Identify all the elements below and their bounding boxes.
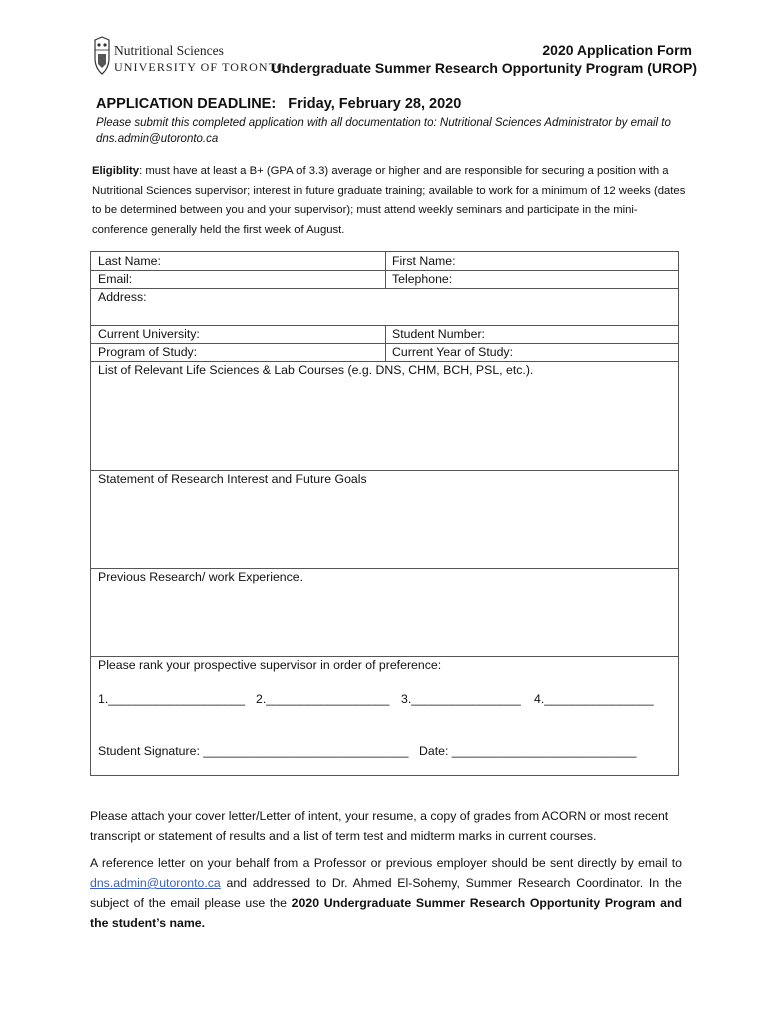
eligibility-label: Eligiblity bbox=[92, 165, 140, 177]
supervisor-rank-4[interactable]: 4.________________ bbox=[534, 692, 654, 706]
supervisor-rank-3[interactable]: 3.________________ bbox=[401, 692, 521, 706]
row-divider bbox=[91, 470, 678, 471]
current-university-field[interactable]: Current University: bbox=[98, 327, 200, 341]
eligibility-text: : must have at least a B+ (GPA of 3.3) average or higher and are responsible for securing a position with a Nutritional Sciences supervisor; interest in future graduate training; available to work for a minimum of 12 weeks (dates to be determined between you and your supervisor); must attend weekly seminars and participate in the mini-conference generally held the first week of August. bbox=[92, 165, 686, 236]
logo-university: UNIVERSITY OF TORONTO bbox=[114, 60, 287, 74]
logo-department: Nutritional Sciences bbox=[114, 43, 224, 58]
column-divider bbox=[385, 325, 386, 361]
address-field[interactable]: Address: bbox=[98, 290, 147, 304]
deadline-date: Friday, February 28, 2020 bbox=[288, 96, 462, 112]
eligibility-paragraph bbox=[92, 162, 692, 240]
date-field[interactable]: Date: ___________________________ bbox=[419, 744, 637, 758]
supervisor-rank-prompt: Please rank your prospective supervisor in order of preference: bbox=[98, 658, 442, 672]
email-field[interactable]: Email: bbox=[98, 272, 133, 286]
column-divider bbox=[385, 252, 386, 288]
reference-text-after: and addressed to Dr. Ahmed El-Sohemy, Summer Research Coordinator. In the subject of the email please use the bbox=[90, 876, 682, 910]
supervisor-rank-2[interactable]: 2.__________________ bbox=[256, 692, 390, 706]
crest-icon bbox=[92, 36, 112, 76]
deadline-label: APPLICATION DEADLINE: bbox=[96, 96, 277, 112]
row-divider bbox=[91, 656, 678, 657]
student-number-field[interactable]: Student Number: bbox=[392, 327, 485, 341]
relevant-courses-field[interactable]: List of Relevant Life Sciences & Lab Courses (e.g. DNS, CHM, BCH, PSL, etc.). bbox=[98, 363, 534, 377]
program-title: Undergraduate Summer Research Opportunity Program (UROP) bbox=[271, 60, 697, 76]
row-divider bbox=[91, 568, 678, 569]
form-title: 2020 Application Form bbox=[542, 42, 692, 58]
admin-email-link[interactable]: dns.admin@utoronto.ca bbox=[90, 876, 221, 890]
current-year-field[interactable]: Current Year of Study: bbox=[392, 345, 513, 359]
reference-letter-instructions bbox=[90, 853, 682, 933]
previous-experience-field[interactable]: Previous Research/ work Experience. bbox=[98, 570, 304, 584]
last-name-field[interactable]: Last Name: bbox=[98, 254, 161, 268]
application-deadline bbox=[96, 96, 461, 112]
email-subject-instruction: 2020 Undergraduate Summer Research Opportunity Program and the student’s name. bbox=[90, 896, 682, 930]
reference-text-before: A reference letter on your behalf from a Professor or previous employer should be sent directly by email to bbox=[90, 856, 682, 870]
attachments-instructions: Please attach your cover letter/Letter of intent, your resume, a copy of grades from ACORN or most recent transcript or statement of results and a list of term test and midterm marks in current courses. bbox=[90, 809, 669, 843]
row-divider bbox=[91, 288, 678, 289]
first-name-field[interactable]: First Name: bbox=[392, 254, 456, 268]
row-divider bbox=[91, 361, 678, 362]
program-of-study-field[interactable]: Program of Study: bbox=[98, 345, 198, 359]
supervisor-rank-1[interactable]: 1.____________________ bbox=[98, 692, 246, 706]
application-form-table bbox=[90, 251, 679, 776]
university-logo bbox=[92, 36, 292, 76]
research-statement-field[interactable]: Statement of Research Interest and Future Goals bbox=[98, 472, 367, 486]
telephone-field[interactable]: Telephone: bbox=[392, 272, 453, 286]
student-signature-field[interactable]: Student Signature: ______________________________ bbox=[98, 744, 409, 758]
submission-instructions: Please submit this completed application with all documentation to: Nutritional Sciences Administrator by email to dns.admin@utoronto.ca bbox=[96, 117, 671, 145]
